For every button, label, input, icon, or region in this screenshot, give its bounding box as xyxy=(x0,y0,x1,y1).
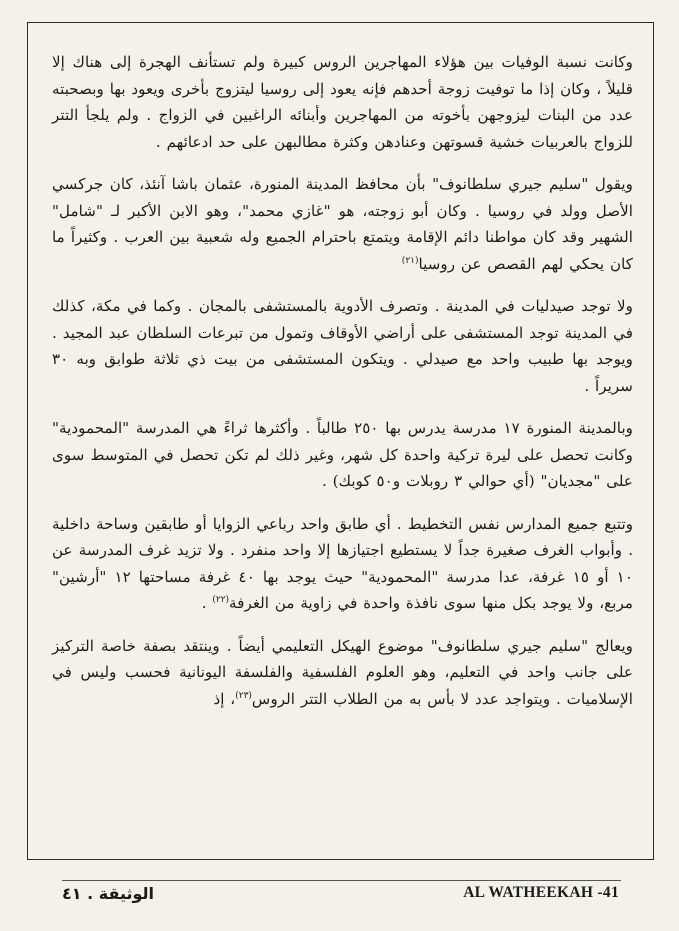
footnote-ref-22: (٢٢) xyxy=(212,594,230,605)
paragraph-1: وكانت نسبة الوفيات بين هؤلاء المهاجرين الروس كبيرة ولم تستأنف الهجرة إلى هناك إلا قليلاً ، وكان إذا ما توفيت زوجة أحدهم فإنه يعود إلى روسيا ليتزوج بأخرى ويعود بها وبصحبته عدد من البنات ليزوجهن بأخوته من المهاجرين وأبنائه الراغبين في الزواج . ولم يلجأ التتر للزواج بالعربيات خشية قسوتهن وعنادهن وكثرة مطالبهن على حد ادعائهم . xyxy=(52,53,634,151)
footer-page-label-latin: AL WATHEEKAH -41 xyxy=(463,884,619,901)
paragraph-5: وتتبع جميع المدارس نفس التخطيط . أي طابق واحد رباعي الزوايا أو طابقين وساحة داخلية . وأبواب الغرف صغيرة جداً لا يستطيع اجتيازها إلا واحد منفرد . ولا تزيد غرف المدرسة عن ١٠ أو ١٥ غرفة، عدا مدرسة "المحمودية" حيث يوجد بها ٤٠ غرفة مساحتها ١٢ "أرشين" مربع، ولا يوجد بكل منها سوى نافذة واحدة في زاوية من الغرفة$^{(٢٢)}$ . xyxy=(52,514,634,612)
footer-divider xyxy=(62,880,621,881)
paragraph-2: ويقول "سليم جيري سلطانوف" بأن محافظ المدينة المنورة، عثمان باشا آنئذ، كان جركسي الأصل وولد في روسيا . وكان أبو زوجته، هو "غازي محمد"، وهو الابن الأكبر لـ "شامل" الشهير وقد كان مواطنا دائم الإقامة ويتمتع باحترام الجميع وله شعبية بين العرب . وكثيراً ما كان يحكي لهم القصص عن روسيا$^{(٢١)}$ xyxy=(52,175,633,273)
footnote-ref-21: (٢١) xyxy=(401,255,419,266)
text-frame xyxy=(27,22,654,860)
page-footer xyxy=(0,872,679,912)
paragraph-3: ولا توجد صيدليات في المدينة . وتصرف الأدوية بالمستشفى بالمجان . وكما في مكة، كذلك في المدينة توجد المستشفى على أراضي الأوقاف وتمول من تبرعات السلطان عبد المجيد . ويوجد بها طبيب واحد مع صيدلي . ويتكون المستشفى من بيت ذي ثلاثة طوابق وبه ٣٠ سريراً . xyxy=(52,297,633,395)
paragraph-6: ويعالج "سليم جيري سلطانوف" موضوع الهيكل التعليمي أيضاً . وينتقد بصفة خاصة التركيز على جانب واحد في التعليم، وهو العلوم الفلسفية والفلسفة اليونانية فحسب وليس في الإسلاميات . ويتواجد عدد لا بأس به من الطلاب التتر الروس$^{(٢٣)}$، إذ xyxy=(52,636,634,708)
paragraph-4: وبالمدينة المنورة ١٧ مدرسة يدرس بها ٢٥٠ طالباً . وأكثرها ثراءً هي المدرسة "المحمودية" وكانت تحصل على ليرة تركية واحدة كل شهر، وغير ذلك لم تكن تحصل في المتوسط سوى على "مجديان" (أي حوالي ٣ روبلات و٥٠ كوبك) . xyxy=(52,419,634,490)
footer-page-label-arabic: الوثيقة . ٤١ xyxy=(62,884,155,903)
footnote-ref-23: (٢٣) xyxy=(235,690,252,701)
